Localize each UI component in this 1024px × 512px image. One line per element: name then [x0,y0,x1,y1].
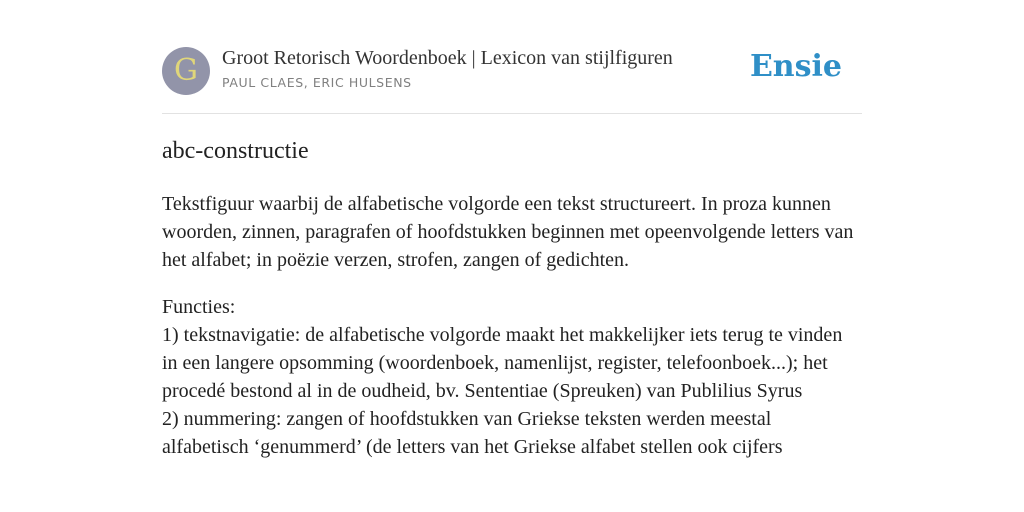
page-header [162,46,862,96]
book-avatar: G [162,47,210,95]
ensie-logo[interactable]: Ensie [749,49,842,84]
book-authors: PAUL CLAES, ERIC HULSENS [222,75,412,90]
function-item-2: 2) nummering: zangen of hoofdstukken van Griekse teksten werden meestal alfabetisch ‘genummerd’ (de letters van het Griekse alfabet stellen ook cijfers [162,408,783,458]
entry-content [162,190,862,461]
entry-term: abc-constructie [162,138,309,164]
functions-heading: Functies: [162,296,236,318]
header-divider [162,113,862,114]
book-title[interactable]: Groot Retorisch Woordenboek | Lexicon van stijlfiguren [222,47,673,69]
functions-block [162,293,862,461]
function-item-1: 1) tekstnavigatie: de alfabetische volgorde maakt het makkelijker iets terug te vinden in een langere opsomming (woordenboek, namenlijst, register, telefoonboek...); het procedé bestond al in de oudheid, bv. Sententiae (Spreuken) van Publilius Syrus [162,324,843,402]
entry-definition: Tekstfiguur waarbij de alfabetische volgorde een tekst structureert. In proza kunnen woorden, zinnen, paragrafen of hoofdstukken beginnen met opeenvolgende letters van het alfabet; in poëzie verzen, strofen, zangen of gedichten. [162,193,854,271]
